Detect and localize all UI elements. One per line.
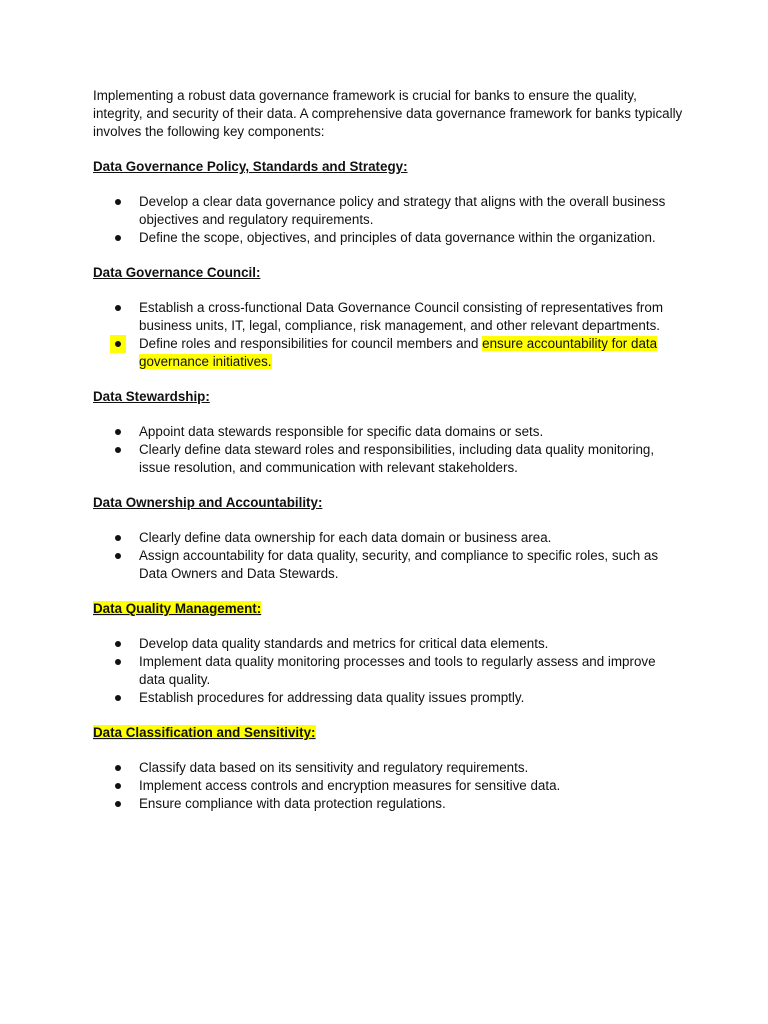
bullet-icon <box>115 535 121 541</box>
section-heading: Data Stewardship: <box>93 389 210 404</box>
bullet-icon <box>115 765 121 771</box>
list-item-text: Establish a cross-functional Data Governance Council consisting of representatives from business units, IT, legal, compliance, risk management, and other relevant departments. <box>139 300 663 333</box>
section-policy <box>93 158 683 247</box>
section-quality <box>93 600 683 707</box>
bullet-icon <box>115 429 121 435</box>
section-heading: Data Ownership and Accountability: <box>93 495 323 510</box>
list-item <box>93 635 683 653</box>
bullet-list <box>93 423 683 477</box>
bullet-icon <box>115 447 121 453</box>
list-item <box>93 441 683 477</box>
section-heading: Data Governance Policy, Standards and Strategy: <box>93 159 408 174</box>
bullet-highlight <box>110 335 126 353</box>
list-item <box>93 653 683 689</box>
list-item <box>93 229 683 247</box>
list-item <box>93 423 683 441</box>
section-council <box>93 264 683 371</box>
bullet-icon <box>115 199 121 205</box>
section-heading-highlighted <box>93 600 683 618</box>
section-stewardship <box>93 388 683 477</box>
list-item-highlighted <box>93 335 683 371</box>
list-item-text: Clearly define data steward roles and responsibilities, including data quality monitoring, issue resolution, and communication with relevant stakeholders. <box>139 442 655 475</box>
bullet-list <box>93 193 683 247</box>
list-item <box>93 299 683 335</box>
list-item <box>93 777 683 795</box>
list-item <box>93 193 683 229</box>
highlighted-heading-text: Data Classification and Sensitivity: <box>93 725 316 740</box>
list-item <box>93 689 683 707</box>
section-heading-highlighted <box>93 724 683 742</box>
bullet-icon <box>115 641 121 647</box>
section-classification <box>93 724 683 813</box>
bullet-icon <box>115 783 121 789</box>
list-item-text: Ensure compliance with data protection regulations. <box>139 796 446 811</box>
bullet-list <box>93 299 683 371</box>
list-item-text: Establish procedures for addressing data quality issues promptly. <box>139 690 525 705</box>
list-item-text: Classify data based on its sensitivity and regulatory requirements. <box>139 760 529 775</box>
list-item <box>93 759 683 777</box>
list-item-text: Develop data quality standards and metrics for critical data elements. <box>139 636 549 651</box>
list-item <box>93 529 683 547</box>
bullet-icon <box>115 553 121 559</box>
list-item-text: Appoint data stewards responsible for specific data domains or sets. <box>139 424 544 439</box>
bullet-list <box>93 529 683 583</box>
list-item <box>93 547 683 583</box>
list-item-text: Implement data quality monitoring processes and tools to regularly assess and improve data quality. <box>139 654 656 687</box>
section-heading: Data Governance Council: <box>93 265 261 280</box>
list-item-text: Define the scope, objectives, and principles of data governance within the organization. <box>139 230 656 245</box>
section-ownership <box>93 494 683 583</box>
list-item-text: Define roles and responsibilities for council members and <box>139 336 483 351</box>
bullet-icon <box>115 801 121 807</box>
highlighted-heading-text: Data Quality Management: <box>93 601 262 616</box>
highlighted-text: ensure accountability for data governance initiatives. <box>139 336 658 369</box>
list-item-text: Clearly define data ownership for each data domain or business area. <box>139 530 552 545</box>
list-item-text: Assign accountability for data quality, security, and compliance to specific roles, such as Data Owners and Data Stewards. <box>139 548 659 581</box>
bullet-list <box>93 759 683 813</box>
bullet-icon <box>115 235 121 241</box>
list-item <box>93 795 683 813</box>
intro-paragraph: Implementing a robust data governance framework is crucial for banks to ensure the quality, integrity, and security of their data. A comprehensive data governance framework for banks typically involves the following key components: <box>93 88 683 139</box>
list-item-text: Develop a clear data governance policy and strategy that aligns with the overall business objectives and regulatory requirements. <box>139 194 666 227</box>
bullet-icon <box>115 305 121 311</box>
bullet-icon <box>115 659 121 665</box>
bullet-icon <box>115 695 121 701</box>
document-page <box>93 87 683 830</box>
bullet-icon <box>115 341 121 347</box>
bullet-list <box>93 635 683 707</box>
list-item-text: Implement access controls and encryption measures for sensitive data. <box>139 778 561 793</box>
